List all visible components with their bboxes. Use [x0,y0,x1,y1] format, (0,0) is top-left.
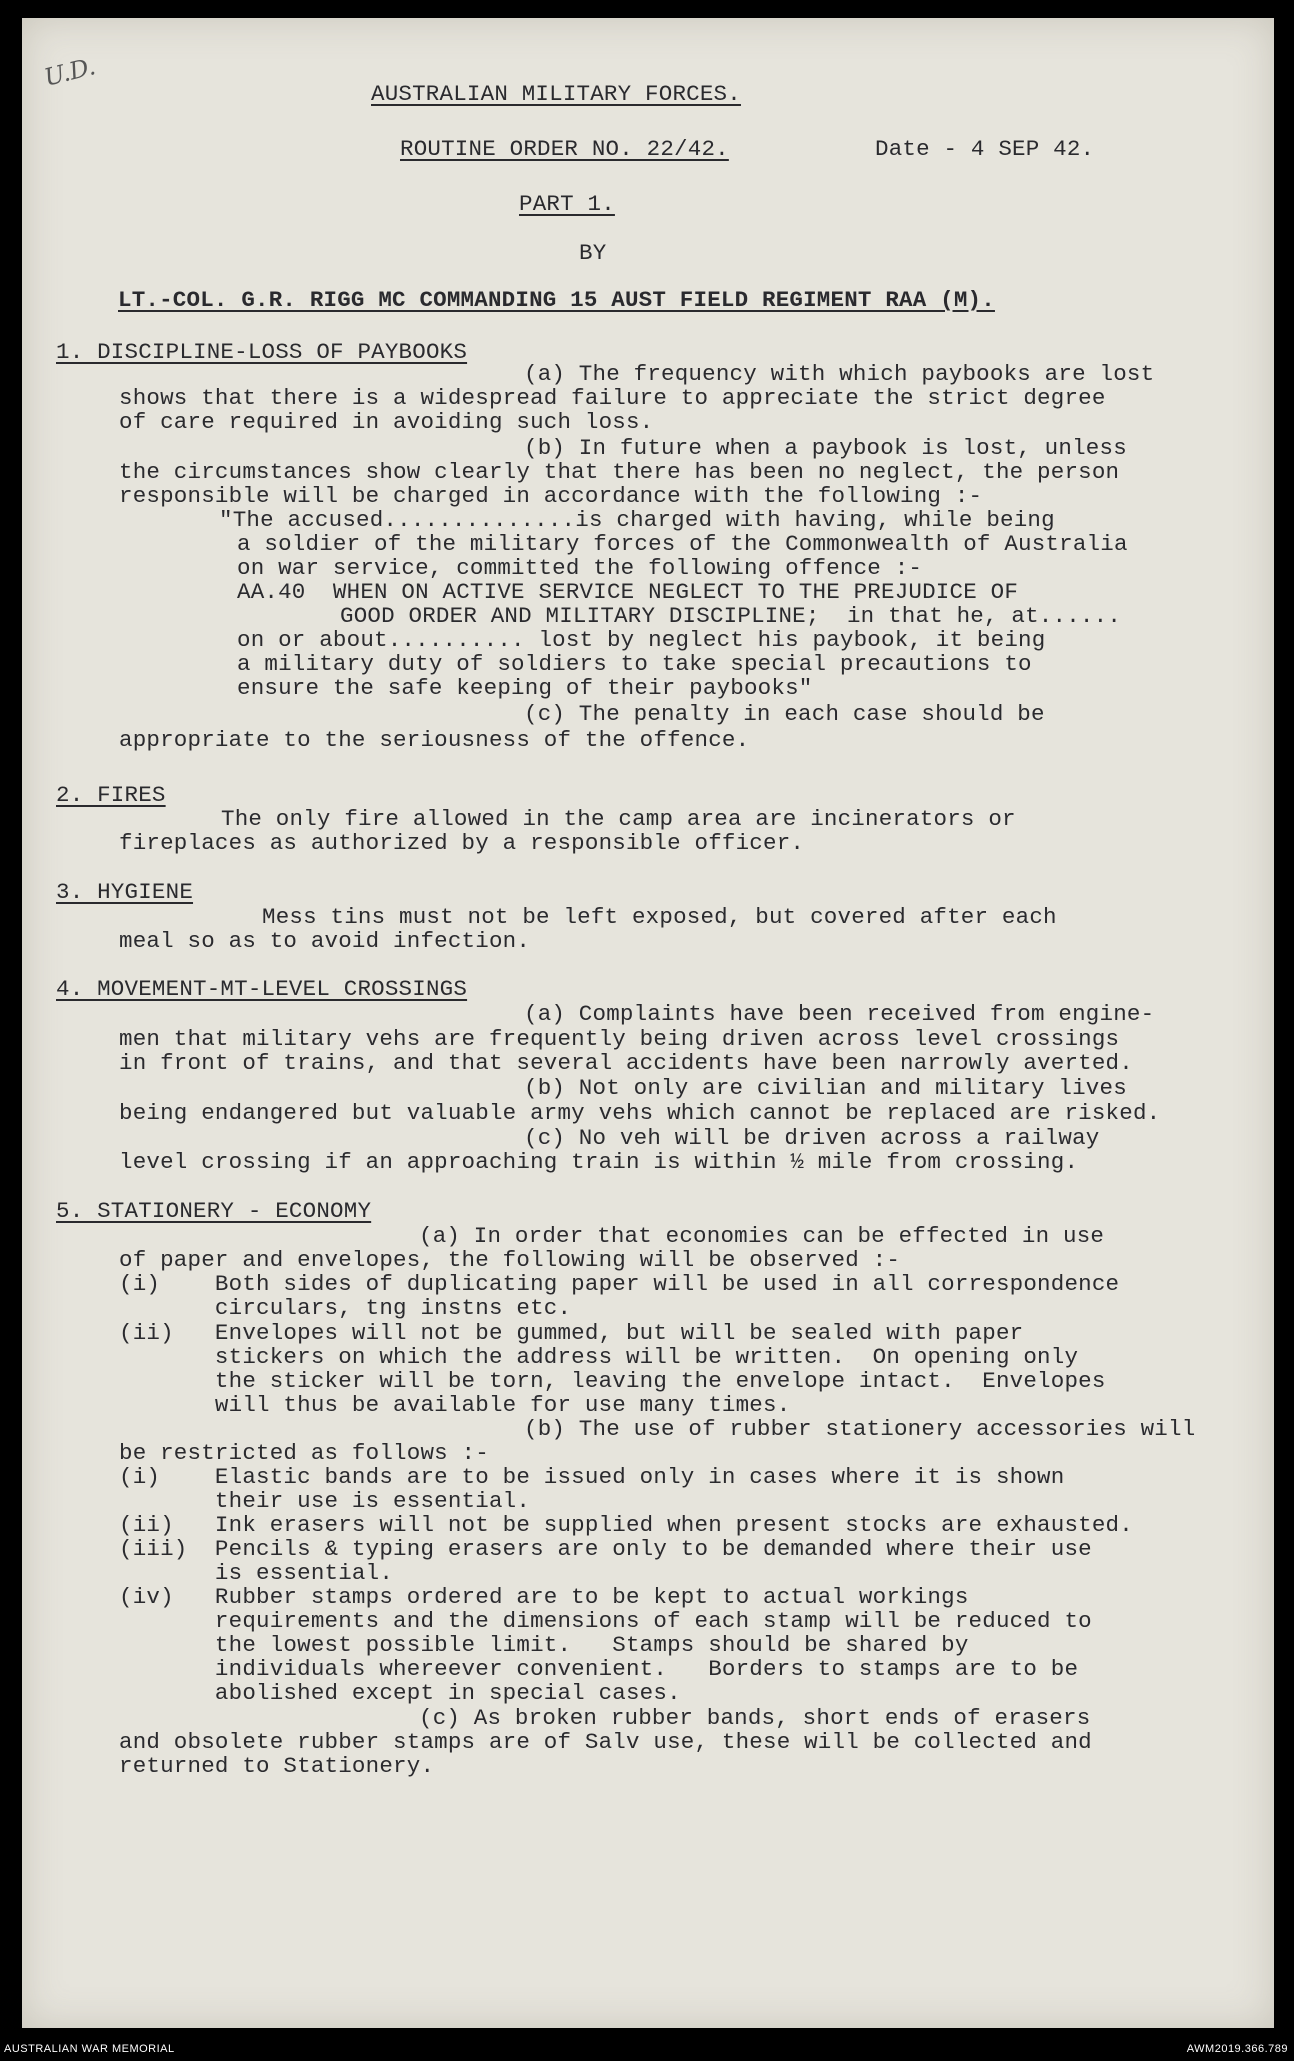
s5-line: will thus be available for use many times. [119,1392,791,1418]
s5-line: (b) The use of rubber stationery accessories will [524,1416,1196,1442]
s1-line: shows that there is a widespread failure to appreciate the strict degree [119,385,1106,411]
commander-line: LT.-COL. G.R. RIGG MC COMMANDING 15 AUST FIELD REGIMENT RAA (M). [118,287,995,313]
s5-line: circulars, tng instns etc. [119,1295,572,1321]
s5-line: (iv) Rubber stamps ordered are to be kept to actual workings [119,1584,969,1610]
s5-line: (i) Both sides of duplicating paper will be used in all correspondence [119,1271,1120,1297]
s3-line: Mess tins must not be left exposed, but covered after each [262,904,1057,930]
document-page [22,18,1274,2028]
s1-line: of care required in avoiding such loss. [119,409,654,435]
s1-line: on war service, committed the following offence :- [237,555,923,581]
s5-line: abolished except in special cases. [119,1680,681,1706]
s5-line: their use is essential. [119,1488,531,1514]
s4-line: (a) Complaints have been received from engine- [524,1001,1155,1027]
s2-line: fireplaces as authorized by a responsible officer. [119,830,805,856]
s5-line: the lowest possible limit. Stamps should be shared by [119,1632,969,1658]
order-date: Date - 4 SEP 42. [875,136,1095,162]
section-1-heading: 1. DISCIPLINE-LOSS OF PAYBOOKS [56,339,468,365]
s1-line: (b) In future when a paybook is lost, unless [524,435,1127,461]
s3-line: meal so as to avoid infection. [119,928,531,954]
part-label: PART 1. [519,191,615,217]
archive-id: AWM2019.366.789 [1186,2043,1288,2055]
order-number: ROUTINE ORDER NO. 22/42. [400,136,729,162]
section-5-heading: 5. STATIONERY - ECONOMY [56,1198,372,1224]
s4-line: level crossing if an approaching train is within ½ mile from crossing. [119,1149,1079,1175]
s5-line: of paper and envelopes, the following will be observed :- [119,1247,901,1273]
s4-line: being endangered but valuable army vehs which cannot be replaced are risked. [119,1100,1161,1126]
s1-line: AA.40 WHEN ON ACTIVE SERVICE NEGLECT TO THE PREJUDICE OF [237,579,1019,605]
s1-line: appropriate to the seriousness of the offence. [119,727,750,753]
s5-line: the sticker will be torn, leaving the envelope intact. Envelopes [119,1368,1106,1394]
s5-line: (iii) Pencils & typing erasers are only to be demanded where their use [119,1536,1092,1562]
s4-line: men that military vehs are frequently being driven across level crossings [119,1026,1120,1052]
s1-line: (a) The frequency with which paybooks are lost [524,361,1155,387]
by-label: BY [579,240,607,266]
s4-line: in front of trains, and that several accidents have been narrowly averted. [119,1050,1133,1076]
s5-line: (ii) Envelopes will not be gummed, but will be sealed with paper [119,1320,1024,1346]
s5-line: (i) Elastic bands are to be issued only in cases where it is shown [119,1464,1065,1490]
s5-line: is essential. [119,1560,394,1586]
s1-line: responsible will be charged in accordance with the following :- [119,483,983,509]
s5-line: (a) In order that economies can be effected in use [419,1223,1105,1249]
typed-order [22,18,1274,2028]
section-2-heading: 2. FIRES [56,782,166,808]
org-title: AUSTRALIAN MILITARY FORCES. [371,81,741,107]
s5-line: stickers on which the address will be written. On opening only [119,1344,1079,1370]
s1-line: the circumstances show clearly that there has been no neglect, the person [119,459,1120,485]
s5-line: individuals whereever convenient. Borders to stamps are to be [119,1656,1079,1682]
s1-line: GOOD ORDER AND MILITARY DISCIPLINE; in that he, at...... [340,603,1122,629]
s5-line: be restricted as follows :- [119,1440,489,1466]
s5-line: requirements and the dimensions of each stamp will be reduced to [119,1608,1092,1634]
s1-line: a military duty of soldiers to take special precautions to [237,651,1032,677]
s1-line: ensure the safe keeping of their paybooks" [237,675,813,701]
s5-line: (c) As broken rubber bands, short ends of erasers [419,1705,1091,1731]
s1-line: on or about.......... lost by neglect his paybook, it being [237,627,1046,653]
s5-line: (ii) Ink erasers will not be supplied when present stocks are exhausted. [119,1512,1133,1538]
s4-line: (c) No veh will be driven across a railway [524,1125,1100,1151]
handwritten-annotation: U.D. [41,52,99,92]
s4-line: (b) Not only are civilian and military lives [524,1075,1127,1101]
s5-line: returned to Stationery. [119,1753,435,1779]
s1-line: "The accused..............is charged with having, while being [219,507,1055,533]
s5-line: and obsolete rubber stamps are of Salv use, these will be collected and [119,1729,1092,1755]
s1-line: (c) The penalty in each case should be [524,701,1045,727]
archive-credit: AUSTRALIAN WAR MEMORIAL [4,2043,175,2055]
section-3-heading: 3. HYGIENE [56,879,194,905]
section-4-heading: 4. MOVEMENT-MT-LEVEL CROSSINGS [56,976,468,1002]
s1-line: a soldier of the military forces of the Commonwealth of Australia [237,531,1128,557]
s2-line: The only fire allowed in the camp area are incinerators or [221,806,1016,832]
